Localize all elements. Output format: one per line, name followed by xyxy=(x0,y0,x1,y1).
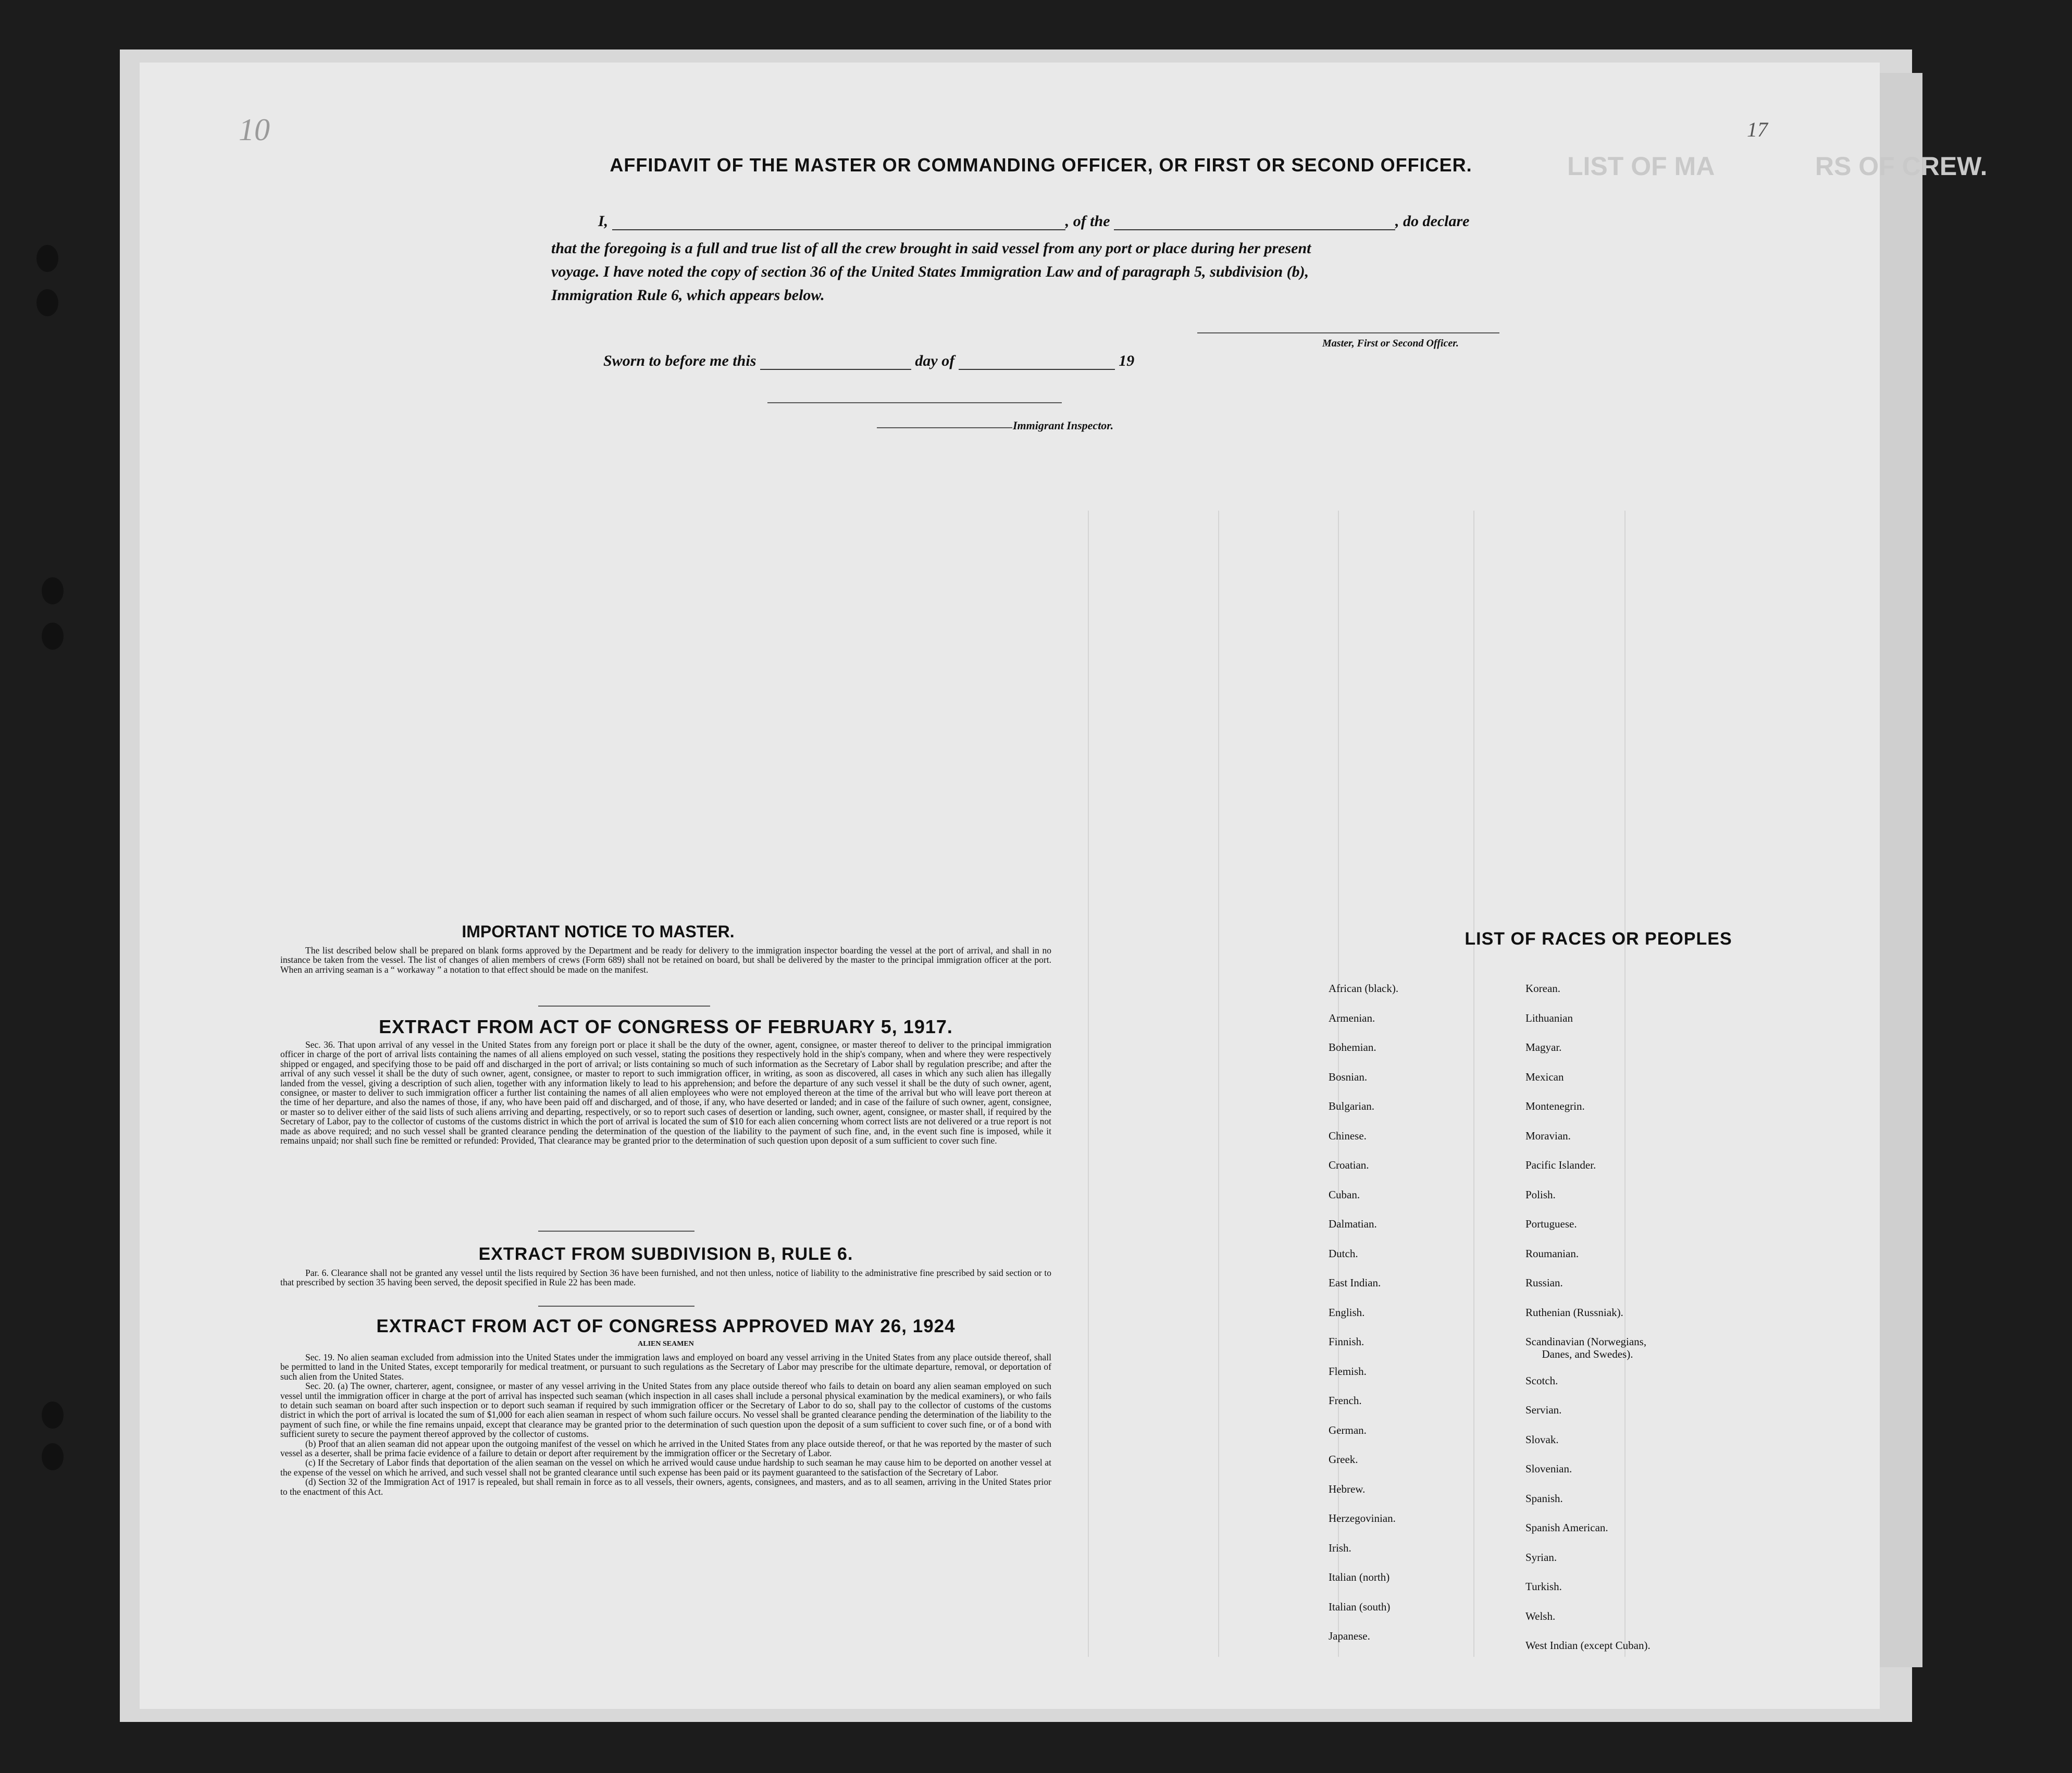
race-item: English. xyxy=(1329,1306,1365,1319)
alien-seamen-subtitle: ALIEN SEAMEN xyxy=(638,1340,694,1348)
sec-20b-paragraph: (b) Proof that an alien seaman did not appear upon the outgoing manifest of the vessel on which he arrived in the United States from any place outside thereof, or that he was reported by the master of such vessel as a deserter, shall be prima facie evidence of a failure to detain or deport after requirement by the immigration officer or the Secretary of Labor. xyxy=(280,1438,1051,1459)
race-item: Armenian. xyxy=(1329,1011,1375,1024)
sec-20c-paragraph: (c) If the Secretary of Labor finds that deportation of the alien seaman on the vessel on which he arrived would cause undue hardship to such seaman he may cause him to be deported on another vessel at the expense of the vessel on which he arrived, and such vessel shall not be granted clearance until such expense has been paid or its payment guaranteed to the satisfaction of the Secretary of Labor. xyxy=(280,1457,1051,1478)
race-item: Cuban. xyxy=(1329,1188,1360,1201)
race-item: West Indian (except Cuban). xyxy=(1525,1639,1651,1652)
section-divider xyxy=(538,1231,694,1232)
binder-hole xyxy=(36,245,58,272)
signature-line[interactable] xyxy=(1197,332,1499,333)
section-divider xyxy=(538,1006,710,1007)
affidavit-i-label: I, xyxy=(598,213,609,230)
race-item: Bosnian. xyxy=(1329,1070,1368,1083)
race-item: Moravian. xyxy=(1525,1129,1571,1142)
race-item: Magyar. xyxy=(1525,1041,1562,1053)
race-item: Greek. xyxy=(1329,1453,1358,1466)
show-through-text: LIST OF MA RS OF CREW. xyxy=(1567,152,1988,181)
show-through-rule xyxy=(1218,511,1219,1657)
race-item: Dutch. xyxy=(1329,1247,1358,1260)
race-item: Servian. xyxy=(1525,1404,1562,1416)
notice-text xyxy=(280,946,1051,974)
race-item: East Indian. xyxy=(1329,1276,1381,1289)
race-item: Flemish. xyxy=(1329,1365,1367,1378)
section-36-paragraph: Sec. 36. That upon arrival of any vessel in the United States from any foreign port or place it shall be the duty of the owner, agent, consignee, or master thereof to deliver to the principal immigration officer in charge of the port of arrival lists containing the names of all aliens employed on such vessel, stating the positions they respectively hold in the ship's company, when and where they were respectively shipped or engaged, and specifying those to be paid off and discharged in the port of arrival; or lists containing so much of such information as the Secretary of Labor shall by regulation prescribe; and after the arrival of any such vessel it shall be the duty of such owner, agent, consignee, or master to report to such immigration officer, in writing, as soon as discovered, all cases in which any such alien has illegally landed from the vessel, giving a description of such alien, together with any information likely to lead to his apprehension; and before the departure of any such vessel it shall be the duty of such owner, agent, consignee, or master to deliver to such immigration officer a further list containing the names of all alien employees who were not employed thereon at the time of the arrival but who will leave port thereon at the time of her departure, and also the names of those, if any, who have been paid off and discharged, and of those, if any, who have deserted or landed; and in case of the failure of such owner, agent, consignee, or master so to deliver either of the said lists of such aliens arriving and departing, respectively, or so to report such cases of desertion or landing, such owner, agent, consignee, or master shall, if required by the Secretary of Labor, pay to the collector of customs of the customs district in which the port of arrival is located the sum of $10 for each alien concerning whom correct lists are not delivered or a true report is not made as above required; and no such vessel shall be granted clearance pending the determination of the question of the liability to the payment of such fine, and, in the event such fine is imposed, while it remains unpaid; nor shall such fine be remitted or refunded: Provided, That clearance may be granted prior to the determination of such question upon deposit of a sum sufficient to cover such fine. xyxy=(280,1039,1051,1146)
document-page xyxy=(140,63,1988,1709)
sworn-month-field[interactable] xyxy=(959,369,1115,370)
notice-title: IMPORTANT NOTICE TO MASTER. xyxy=(462,922,735,941)
race-item: Lithuanian xyxy=(1525,1011,1573,1024)
race-item: Montenegrin. xyxy=(1525,1100,1585,1112)
race-item: Bulgarian. xyxy=(1329,1100,1375,1112)
extract-1917-title: EXTRACT FROM ACT OF CONGRESS OF FEBRUARY 5, 1917. xyxy=(379,1016,953,1037)
race-item: Hebrew. xyxy=(1329,1482,1366,1495)
binder-hole xyxy=(36,289,58,316)
show-through-rule xyxy=(1088,511,1089,1657)
race-item: Scandinavian (Norwegians, Danes, and Swedes). xyxy=(1525,1335,1647,1360)
race-item: Japanese. xyxy=(1329,1630,1370,1642)
race-item: Ruthenian (Russniak). xyxy=(1525,1306,1623,1319)
race-item: Slovenian. xyxy=(1525,1462,1572,1475)
races-title: LIST OF RACES OR PEOPLES xyxy=(1465,929,1732,949)
race-item: Dalmatian. xyxy=(1329,1218,1377,1230)
race-item: Bohemian. xyxy=(1329,1041,1376,1053)
day-of-label: day of xyxy=(915,352,955,369)
race-item: Slovak. xyxy=(1525,1433,1559,1446)
race-item: Pacific Islander. xyxy=(1525,1159,1596,1171)
affidavit-text-line: Immigration Rule 6, which appears below. xyxy=(551,287,825,304)
sworn-line xyxy=(603,352,1134,370)
sec-19-paragraph: Sec. 19. No alien seaman excluded from admission into the United States under the immigration laws and employed on board any vessel arriving in the United States from any place outside thereof, shall be permitted to land in the United States, except temporarily for medical treatment, or pursuant to such regulations as the Secretary of Labor may prescribe for the ultimate departure, removal, or deportation of such alien from the United States. xyxy=(280,1352,1051,1382)
race-item: Portuguese. xyxy=(1525,1218,1577,1230)
race-item: Mexican xyxy=(1525,1070,1564,1083)
extract-rule6-text xyxy=(280,1268,1051,1287)
show-through-rule xyxy=(1624,511,1626,1657)
notice-paragraph: The list described below shall be prepared on blank forms approved by the Department and be ready for delivery to the immigration inspector boarding the vessel at the port of arrival, and shall in no instance be taken from the vessel. The list of changes of alien members of crews (Form 689) shall not be retained on board, but shall be delivered by the master to the principal immigration officer at the port. When an arriving seaman is a “ workaway ” a notation to that effect should be made on the manifest. xyxy=(280,945,1051,975)
show-through-rule xyxy=(1473,511,1474,1657)
affiant-name-field[interactable] xyxy=(612,229,1065,230)
vessel-name-field[interactable] xyxy=(1114,229,1395,230)
inspector-name-line[interactable] xyxy=(877,427,1012,428)
inspector-label: Immigrant Inspector. xyxy=(1013,419,1114,432)
race-item: Russian. xyxy=(1525,1276,1563,1289)
race-item: German. xyxy=(1329,1423,1367,1436)
race-item: Roumanian. xyxy=(1525,1247,1579,1260)
race-item: Welsh. xyxy=(1525,1609,1556,1622)
race-item: Herzegovinian. xyxy=(1329,1512,1396,1524)
inspector-signature-line[interactable] xyxy=(767,402,1062,403)
extract-rule6-title: EXTRACT FROM SUBDIVISION B, RULE 6. xyxy=(478,1244,853,1264)
race-item: Croatian. xyxy=(1329,1159,1369,1171)
race-item: Chinese. xyxy=(1329,1129,1367,1142)
race-item: French. xyxy=(1329,1394,1362,1407)
race-item: Finnish. xyxy=(1329,1335,1364,1348)
race-item: Turkish. xyxy=(1525,1580,1562,1593)
handwritten-mark: 10 xyxy=(239,113,270,147)
page-number-mark: 17 xyxy=(1747,118,1768,141)
section-divider xyxy=(538,1306,694,1307)
sworn-label: Sworn to before me this xyxy=(603,352,756,369)
race-item: Spanish American. xyxy=(1525,1521,1608,1534)
affidavit-title: AFFIDAVIT OF THE MASTER OR COMMANDING OFFICER, OR FIRST OR SECOND OFFICER. xyxy=(610,154,1472,176)
race-item: Italian (north) xyxy=(1329,1571,1390,1583)
extract-1917-text xyxy=(280,1040,1051,1145)
binder-hole xyxy=(42,1402,64,1429)
race-item: Korean. xyxy=(1525,982,1561,995)
race-item: Scotch. xyxy=(1525,1374,1558,1387)
race-item: Syrian. xyxy=(1525,1551,1557,1564)
sec-20d-paragraph: (d) Section 32 of the Immigration Act of 1917 is repealed, but shall remain in force as to all vessels, their owners, agents, consignees, and masters, and as to all seamen, arriving in the United States prior to the enactment of this Act. xyxy=(280,1477,1051,1497)
sec-20a-paragraph: Sec. 20. (a) The owner, charterer, agent, consignee, or master of any vessel arriving in the United States from any place outside thereof who fails to detain on board any alien seaman employed on such vessel until the immigration officer in charge at the port of arrival has inspected such seaman (which inspection in all cases shall include a personal physical examination by the medical examiners), or who fails to detain such seaman on board after such inspection or to deport such seaman if required by such immigration officer or the Secretary of Labor to do so, shall pay to the collector of customs of the customs district in which the port of arrival is located the sum of $1,000 for each alien seaman in respect of whom such failure occurs. No vessel shall be granted clearance pending the determination of the liability to the payment of such fine, or while the fine remains unpaid, except that clearance may be granted prior to the determination of such question upon the deposit of a sum sufficient to cover such fine, or of a bond with sufficient surety to secure the payment thereof approved by the collector of customs. xyxy=(280,1381,1051,1440)
binder-hole xyxy=(42,1443,64,1470)
race-item: Irish. xyxy=(1329,1541,1351,1554)
race-item: Polish. xyxy=(1525,1188,1556,1201)
sworn-day-field[interactable] xyxy=(760,369,911,370)
binder-hole xyxy=(42,577,64,604)
race-item: Spanish. xyxy=(1525,1492,1563,1505)
race-item: African (black). xyxy=(1329,982,1399,995)
extract-1924-text xyxy=(280,1353,1051,1496)
affidavit-text-line: that the foregoing is a full and true list of all the crew brought in said vessel from any port or place during her present xyxy=(551,240,1311,257)
race-item: Italian (south) xyxy=(1329,1600,1391,1613)
declare-label: , do declare xyxy=(1395,213,1470,230)
signature-label: Master, First or Second Officer. xyxy=(1322,338,1459,349)
affidavit-text-line: voyage. I have noted the copy of section 36 of the United States Immigration Law and of paragraph 5, subdivision (b), xyxy=(551,263,1309,280)
binder-hole xyxy=(42,623,64,650)
extract-1924-title: EXTRACT FROM ACT OF CONGRESS APPROVED MAY 26, 1924 xyxy=(376,1316,956,1336)
par-6-paragraph: Par. 6. Clearance shall not be granted any vessel until the lists required by Section 36 have been furnished, and not then unless, notice of liability to the administrative fine prescribed by said section or to that prescribed by section 35 having been served, the deposit specified in Rule 22 has been made. xyxy=(280,1268,1051,1288)
year-prefix-label: 19 xyxy=(1119,352,1135,369)
of-the-label: , of the xyxy=(1065,213,1110,230)
affidavit-declaration-line xyxy=(598,213,1588,230)
